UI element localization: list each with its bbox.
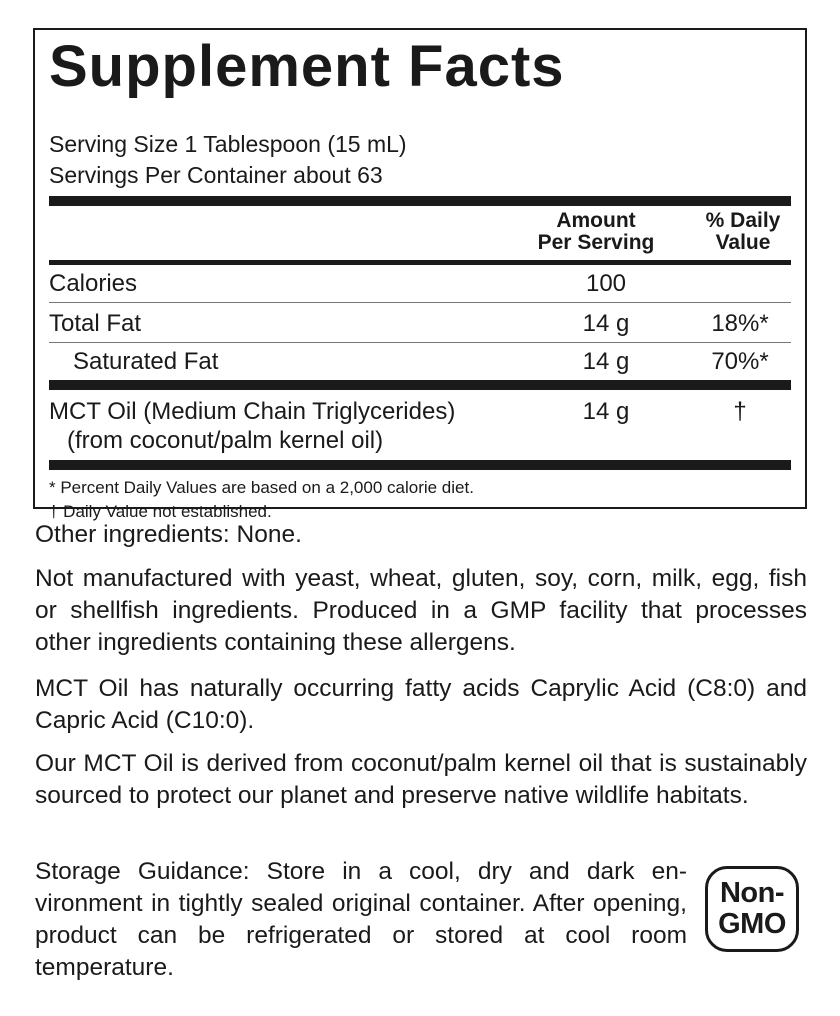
- fatty-acids-statement: MCT Oil has naturally occurring fatty acids Caprylic Acid (C8:0) and Capric Acid (C10:0).: [35, 675, 807, 734]
- row-divider: [49, 302, 791, 303]
- sourcing-statement: Our MCT Oil is derived from coconut/palm kernel oil that is sustainably sourced to protect our planet and preserve native wildlife habitats.: [35, 750, 807, 809]
- row-calories-amount: 100: [585, 270, 627, 297]
- row-calories-name: Calories: [49, 270, 138, 297]
- row-saturated-fat-dv: 70%*: [711, 348, 769, 375]
- footnote-dagger: † Daily Value not established.: [49, 502, 272, 521]
- servings-per-container: Servings Per Container about 63: [49, 162, 383, 188]
- panel-title: Supplement Facts: [49, 34, 565, 99]
- thick-divider: [49, 380, 791, 390]
- non-gmo-badge: [705, 866, 799, 952]
- row-total-fat-amount: 14 g: [582, 310, 630, 337]
- row-divider: [49, 342, 791, 343]
- storage-guidance: Storage Guidance: Store in a cool, dry and dark environment in tightly sealed original container. After opening, product can be refrigerated or stored at cool room temperature.: [35, 858, 687, 981]
- row-mct-oil-name: MCT Oil (Medium Chain Triglycerides): [49, 398, 456, 425]
- daily-value-header: [689, 210, 797, 254]
- row-total-fat-dv: 18%*: [711, 310, 769, 337]
- other-ingredients-text: Other ingredients: None.: [35, 521, 302, 548]
- amount-header-line1: Amount: [556, 209, 636, 232]
- footnote-daily-values: * Percent Daily Values are based on a 2,000 calorie diet.: [49, 478, 474, 497]
- dv-header-line2: Value: [715, 231, 771, 254]
- medium-divider: [49, 260, 791, 265]
- thick-divider: [49, 196, 791, 206]
- badge-line2: GMO: [718, 908, 786, 940]
- row-mct-oil-source: (from coconut/palm kernel oil): [67, 427, 384, 454]
- amount-header-line2: Per Serving: [537, 231, 655, 254]
- thick-divider: [49, 460, 791, 470]
- allergen-statement: Not manufactured with yeast, wheat, gluten, soy, corn, milk, egg, fish or shellfish ingredients. Produced in a GMP facility that processes other ingredients containing these allergens.: [35, 565, 807, 656]
- amount-header: [517, 210, 675, 254]
- serving-size: Serving Size 1 Tablespoon (15 mL): [49, 131, 407, 157]
- supplement-facts-panel: [33, 28, 807, 521]
- row-mct-oil-dv: †: [733, 398, 747, 425]
- row-mct-oil-amount: 14 g: [582, 398, 630, 425]
- row-saturated-fat-name: Saturated Fat: [73, 348, 219, 375]
- dv-header-line1: % Daily: [705, 209, 781, 232]
- row-saturated-fat-amount: 14 g: [582, 348, 630, 375]
- badge-line1: Non-: [719, 877, 785, 909]
- row-total-fat-name: Total Fat: [49, 310, 142, 337]
